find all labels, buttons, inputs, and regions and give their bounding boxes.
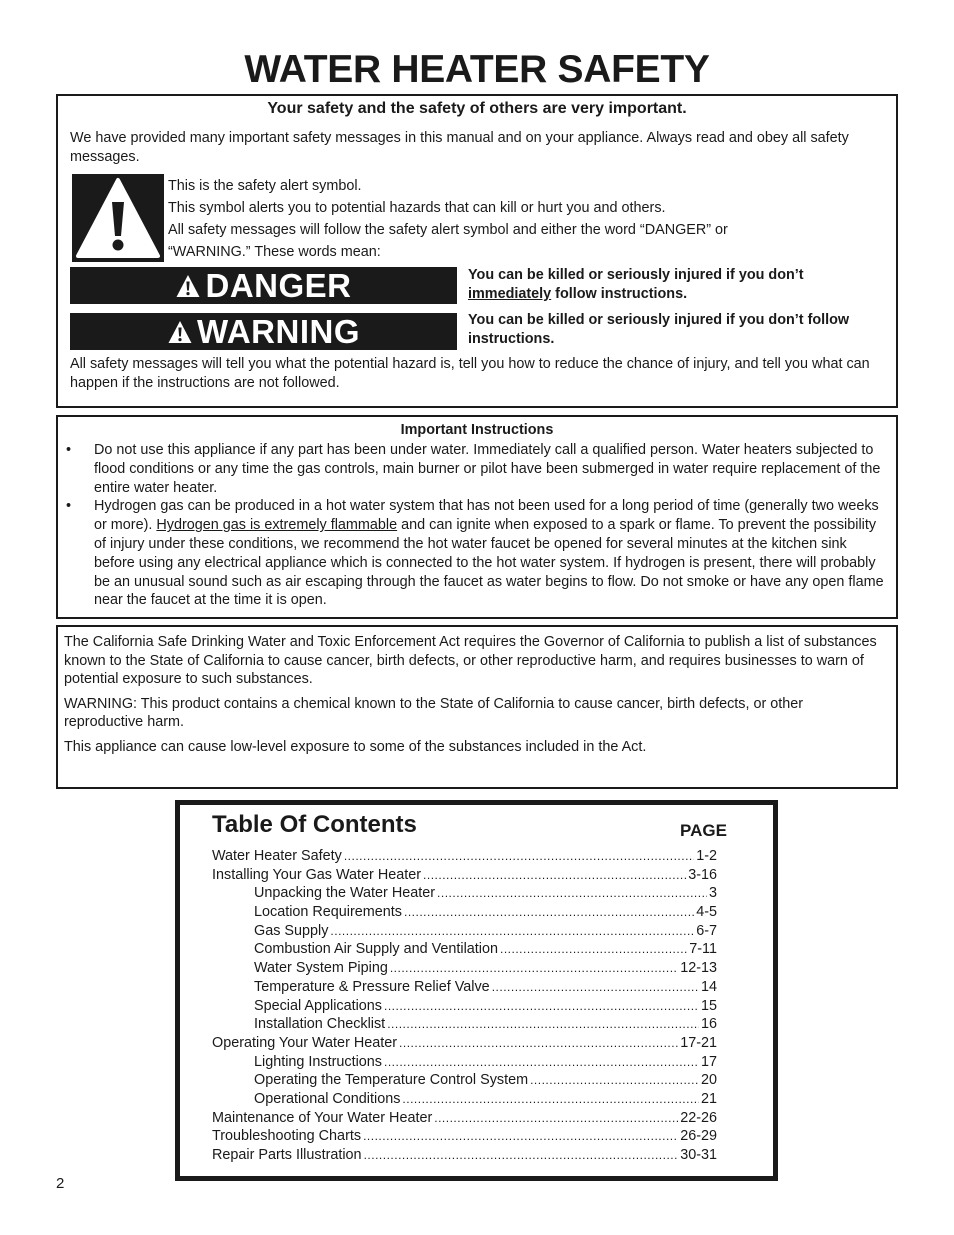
toc-entry[interactable] — [212, 978, 717, 997]
toc-entry-label: Operating the Temperature Control System — [254, 1072, 529, 1089]
page-title: WATER HEATER SAFETY — [244, 48, 710, 91]
toc-entry-page: 22-26 — [680, 1109, 717, 1126]
safety-closing: All safety messages will tell you what the potential hazard is, tell you how to reduce the chance of injury, and tell you what can happen if the instructions are not followed. — [70, 356, 870, 391]
toc-leader-dots — [492, 978, 699, 997]
toc-leader-dots — [500, 940, 687, 959]
toc-entry[interactable] — [212, 847, 717, 866]
toc-entry-label: Installation Checklist — [254, 1016, 386, 1033]
toc-entry-label: Lighting Instructions — [254, 1053, 382, 1070]
list-item — [64, 441, 888, 497]
safety-intro: We have provided many important safety messages in this manual and on your appliance. Always read and obey all safety messages. — [70, 130, 849, 165]
toc-leader-dots — [390, 959, 678, 978]
bullet-underlined: Hydrogen gas is extremely flammable — [156, 517, 398, 534]
toc-leader-dots — [344, 847, 694, 866]
bullet-icon: • — [66, 498, 72, 515]
toc-leader-dots — [404, 903, 694, 922]
warning-message: You can be killed or seriously injured if you don’t follow instructions. — [468, 312, 850, 347]
toc-entry-label: Water Heater Safety — [212, 848, 342, 864]
toc-entry-page: 12-13 — [680, 960, 717, 977]
toc-entry-page: 20 — [700, 1072, 717, 1089]
prop65-box — [56, 625, 898, 789]
toc-entry-label: Water System Piping — [254, 960, 388, 977]
toc-entry[interactable] — [212, 940, 717, 959]
toc-leader-dots — [423, 866, 686, 885]
danger-message — [468, 266, 868, 304]
table-of-contents — [175, 800, 778, 1181]
alert-line: This is the safety alert symbol. — [168, 178, 362, 194]
toc-leader-dots — [387, 1015, 699, 1034]
toc-entry-label: Unpacking the Water Heater — [254, 885, 436, 902]
page-number: 2 — [56, 1175, 65, 1192]
danger-msg-text: follow instructions. — [551, 286, 688, 302]
toc-leader-dots — [399, 1034, 678, 1053]
warning-label: WARNING — [197, 312, 360, 350]
toc-entry-page: 3-16 — [688, 866, 717, 883]
toc-entry[interactable] — [212, 1109, 717, 1128]
toc-entry[interactable] — [212, 884, 717, 903]
toc-entry-page: 26-29 — [680, 1128, 717, 1145]
toc-entry-page: 16 — [700, 1016, 717, 1033]
toc-title: Table Of Contents — [212, 811, 417, 838]
prop65-warning: WARNING: This product contains a chemical known to the State of California to cause cancer, birth defects, or other reproductive harm. — [64, 695, 804, 731]
toc-leader-dots — [384, 997, 699, 1016]
toc-leader-dots — [330, 922, 694, 941]
instructions-heading: Important Instructions — [400, 422, 554, 438]
warning-signal-band — [70, 313, 457, 350]
toc-entry-label: Maintenance of Your Water Heater — [212, 1109, 433, 1126]
toc-entry-page: 1-2 — [696, 848, 717, 864]
danger-signal-band — [70, 267, 457, 304]
toc-entry[interactable] — [212, 1146, 717, 1165]
danger-label: DANGER — [205, 266, 352, 304]
safety-alert-icon — [72, 174, 164, 262]
toc-entry-page: 4-5 — [696, 904, 717, 921]
alert-explanation — [168, 175, 728, 263]
bullet-icon: • — [66, 442, 72, 458]
toc-leader-dots — [364, 1146, 679, 1165]
toc-entry-label: Troubleshooting Charts — [212, 1128, 362, 1145]
toc-entry-label: Temperature & Pressure Relief Valve — [254, 978, 490, 995]
list-item — [64, 497, 888, 610]
toc-entry-page: 17 — [700, 1053, 717, 1070]
toc-leader-dots — [437, 884, 707, 903]
toc-entry[interactable] — [212, 1015, 717, 1034]
alert-line: “WARNING.” These words mean: — [168, 244, 381, 260]
toc-entry-label: Gas Supply — [254, 922, 329, 939]
toc-entry[interactable] — [212, 1127, 717, 1146]
bullet-text: Hydrogen gas can be produced in a hot water system that has not been used for a long period of time (generally two weeks or more). — [94, 498, 879, 534]
instructions-list — [64, 441, 888, 610]
toc-leader-dots — [530, 1071, 699, 1090]
toc-entry[interactable] — [212, 903, 717, 922]
toc-entry-label: Special Applications — [254, 997, 382, 1014]
toc-entry[interactable] — [212, 1071, 717, 1090]
toc-entry[interactable] — [212, 1090, 717, 1109]
danger-msg-underlined: immediately — [468, 286, 552, 302]
toc-entry-page: 7-11 — [689, 941, 717, 958]
toc-entry[interactable] — [212, 997, 717, 1016]
toc-entry-label: Operational Conditions — [254, 1090, 401, 1107]
toc-entry[interactable] — [212, 866, 717, 885]
toc-entry-label: Operating Your Water Heater — [212, 1034, 398, 1051]
danger-msg-text: You can be killed or seriously injured if you don’t — [468, 267, 804, 283]
toc-entry-page: 30-31 — [680, 1147, 717, 1163]
toc-leader-dots — [384, 1053, 699, 1072]
toc-leader-dots — [402, 1090, 699, 1109]
toc-entry-page: 6-7 — [696, 922, 717, 939]
toc-entry-page: 17-21 — [680, 1034, 717, 1051]
toc-entry-page: 3 — [708, 885, 717, 902]
toc-entry-label: Combustion Air Supply and Ventilation — [254, 941, 498, 958]
toc-entry-label: Installing Your Gas Water Heater — [212, 866, 422, 883]
bullet-text: Do not use this appliance if any part has been under water. Immediately call a qualified person. Water heaters subjected to flood conditions or any time the gas controls, main burner or pilot have been submerged in water require replacement of the entire water heater. — [94, 442, 881, 496]
toc-page-header: PAGE — [680, 821, 727, 840]
prop65-paragraph: The California Safe Drinking Water and Toxic Enforcement Act requires the Governor of California to publish a list of substances known to the State of California to cause cancer, birth defects, or other reproductive harm, and requires businesses to warn of potential exposure to such substances. — [64, 634, 877, 688]
toc-list — [212, 847, 717, 1165]
prop65-paragraph: This appliance can cause low-level exposure to some of the substances included in the Act. — [64, 738, 647, 755]
toc-entry-page: 15 — [700, 997, 717, 1014]
important-instructions-box — [56, 415, 898, 619]
toc-entry-page: 14 — [700, 978, 717, 995]
toc-entry[interactable] — [212, 922, 717, 941]
prop65-text — [64, 633, 884, 763]
safety-box — [56, 94, 898, 408]
toc-entry-label: Repair Parts Illustration — [212, 1147, 362, 1163]
toc-entry[interactable] — [212, 1034, 717, 1053]
warning-alert-icon — [167, 319, 193, 345]
toc-entry[interactable] — [212, 959, 717, 978]
danger-alert-icon — [175, 273, 201, 299]
bullet-text: and can ignite when exposed to a spark or flame. To prevent the possibility of injury under these conditions, we recommend the hot water faucet be opened for several minutes at the kitchen sink before using any electrical appliance which is connected to the hot water system. If hydrogen is present, there will probably be an unusual sound such as air escaping through the faucet as water begins to flow. Do not smoke or have any open flame near the faucet at the time it is open. — [94, 517, 884, 609]
toc-entry-label: Location Requirements — [254, 904, 402, 921]
toc-entry-page: 21 — [700, 1090, 717, 1107]
toc-leader-dots — [434, 1109, 678, 1128]
safety-heading: Your safety and the safety of others are very important. — [267, 100, 687, 117]
toc-entry[interactable] — [212, 1053, 717, 1072]
alert-line: All safety messages will follow the safety alert symbol and either the word “DANGER” or — [168, 222, 728, 238]
alert-line: This symbol alerts you to potential hazards that can kill or hurt you and others. — [168, 200, 666, 216]
toc-leader-dots — [363, 1127, 678, 1146]
